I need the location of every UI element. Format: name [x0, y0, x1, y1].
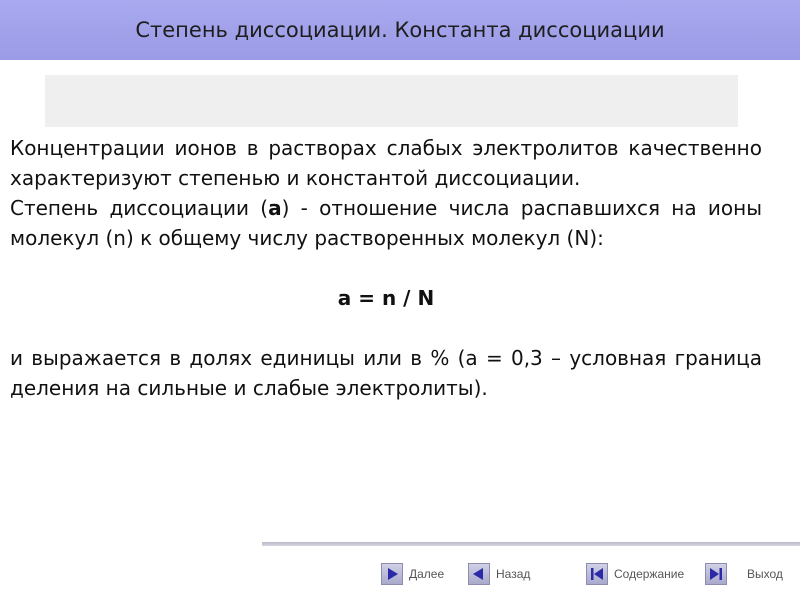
alpha-symbol: а	[268, 196, 282, 220]
paragraph-expression: и выражается в долях единицы или в % (а = 0,3 – условная граница деления на сильные и слабые электролиты).	[10, 346, 762, 400]
paragraph-intro: Концентрации ионов в растворах слабых электролитов качественно характеризуют степенью и константой диссоциации.	[10, 136, 762, 190]
empty-text-box	[45, 75, 738, 127]
paragraph-definition	[10, 193, 762, 253]
back-button[interactable]	[468, 562, 530, 586]
exit-label: Выход	[747, 567, 783, 581]
contents-label: Содержание	[614, 567, 685, 581]
slide-content	[10, 133, 762, 403]
back-label: Назад	[496, 567, 531, 581]
formula: а = n / N	[337, 286, 435, 310]
exit-button[interactable]	[705, 562, 783, 586]
play-right-icon	[381, 563, 403, 585]
contents-button[interactable]	[586, 562, 684, 586]
slide-title: Степень диссоциации. Константа диссоциации	[135, 18, 665, 42]
skip-forward-icon	[705, 563, 727, 585]
play-left-icon	[468, 563, 490, 585]
title-bar	[0, 0, 800, 60]
definition-start: Степень диссоциации (	[10, 196, 269, 220]
skip-back-icon	[586, 563, 608, 585]
definition-end: ) - отношение числа распавшихся на ионы молекул (n) к общему числу растворенных молекул (N):	[10, 196, 763, 250]
next-label: Далее	[409, 567, 445, 581]
next-button[interactable]	[381, 562, 444, 586]
bottom-divider	[262, 542, 800, 546]
